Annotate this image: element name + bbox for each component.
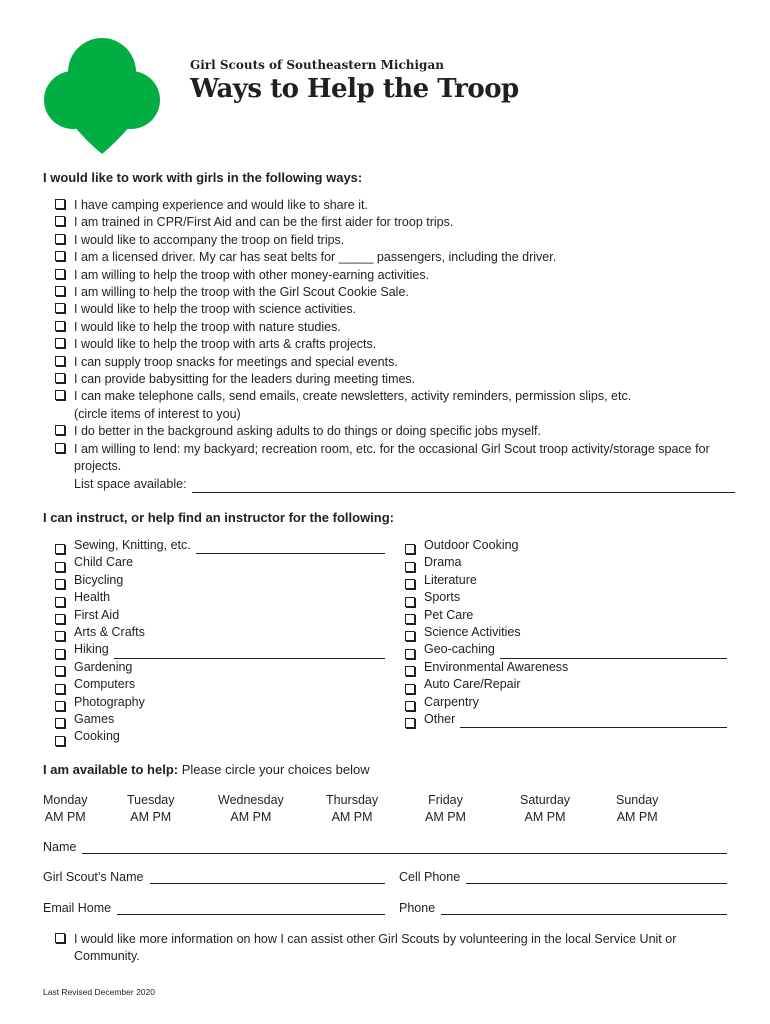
list-item: First Aid <box>55 607 385 624</box>
day-saturday: Saturday AM PM <box>520 793 571 824</box>
girl-scouts-trefoil-logo <box>40 36 164 154</box>
list-item: I would like to help the troop with arts & crafts projects. <box>55 336 735 353</box>
list-item: I can make telephone calls, send emails, create newsletters, activity reminders, permission slips, etc. (circle items of interest to you) <box>55 388 735 423</box>
checkbox[interactable] <box>55 736 65 746</box>
list-item: Science Activities <box>405 624 727 641</box>
checkbox[interactable] <box>55 597 65 607</box>
list-item: I am willing to help the troop with other money-earning activities. <box>55 267 735 284</box>
name-line[interactable] <box>82 841 727 854</box>
cell-phone-line[interactable] <box>466 871 727 884</box>
checkbox[interactable] <box>55 199 65 209</box>
checkbox[interactable] <box>55 579 65 589</box>
ampm-choice[interactable]: AM PM <box>616 810 658 824</box>
checkbox[interactable] <box>55 614 65 624</box>
fill-line[interactable] <box>114 646 385 659</box>
checkbox[interactable] <box>55 684 65 694</box>
list-space-field[interactable]: List space available: <box>74 476 735 493</box>
list-item: Auto Care/Repair <box>405 676 727 693</box>
list-item: I would like to help the troop with science activities. <box>55 301 735 318</box>
fill-line[interactable] <box>460 715 727 728</box>
checkbox[interactable] <box>55 701 65 711</box>
work-options-list <box>55 197 735 493</box>
checkbox[interactable] <box>55 425 65 435</box>
checkbox[interactable] <box>55 234 65 244</box>
more-info-option: I would like more information on how I can assist other Girl Scouts by volunteering in the local Service Unit or Community. <box>55 931 727 966</box>
fill-line[interactable] <box>196 541 385 554</box>
list-item: Photography <box>55 694 385 711</box>
name-field[interactable]: Name <box>43 840 727 854</box>
list-item: Gardening <box>55 659 385 676</box>
cell-phone-field[interactable]: Cell Phone <box>399 870 727 884</box>
list-item: Games <box>55 711 385 728</box>
list-item: Bicycling <box>55 572 385 589</box>
checkbox[interactable] <box>55 251 65 261</box>
list-item: I would like to help the troop with nature studies. <box>55 319 735 336</box>
instruct-column-2 <box>405 537 727 746</box>
checkbox[interactable] <box>55 303 65 313</box>
checkbox[interactable] <box>405 631 415 641</box>
ampm-choice[interactable]: AM PM <box>331 810 373 824</box>
checkbox[interactable] <box>55 718 65 728</box>
checkbox[interactable] <box>55 562 65 572</box>
instruct-column-1 <box>55 537 385 746</box>
day-wednesday: Wednesday AM PM <box>218 793 284 824</box>
checkbox[interactable] <box>405 718 415 728</box>
list-item: Arts & Crafts <box>55 624 385 641</box>
fill-line[interactable] <box>500 646 727 659</box>
checkbox[interactable] <box>405 701 415 711</box>
checkbox[interactable] <box>55 269 65 279</box>
list-item: I am willing to help the troop with the Girl Scout Cookie Sale. <box>55 284 735 301</box>
checkbox[interactable] <box>55 666 65 676</box>
checkbox[interactable] <box>405 684 415 694</box>
list-item: Drama <box>405 554 727 571</box>
page-title: Ways to Help the Troop <box>190 74 519 104</box>
work-section-heading: I would like to work with girls in the following ways: <box>43 170 363 185</box>
checkbox[interactable] <box>405 544 415 554</box>
list-item: Literature <box>405 572 727 589</box>
checkbox[interactable] <box>55 373 65 383</box>
day-monday: Monday AM PM <box>43 793 88 824</box>
instruct-options <box>55 537 727 746</box>
list-item: I would like to accompany the troop on field trips. <box>55 232 735 249</box>
organization-name: Girl Scouts of Southeastern Michigan <box>190 58 444 72</box>
list-item: Cooking <box>55 728 385 745</box>
email-home-line[interactable] <box>117 902 385 915</box>
list-item: I do better in the background asking adults to do things or doing specific jobs myself. <box>55 423 735 440</box>
checkbox[interactable] <box>55 544 65 554</box>
list-item: Sewing, Knitting, etc. <box>55 537 385 554</box>
list-item: Other <box>405 711 727 728</box>
checkbox[interactable] <box>405 614 415 624</box>
instruct-section-heading: I can instruct, or help find an instructor for the following: <box>43 510 394 525</box>
ampm-choice[interactable]: AM PM <box>524 810 566 824</box>
ampm-choice[interactable]: AM PM <box>130 810 172 824</box>
day-friday: Friday AM PM <box>425 793 466 824</box>
girl-scout-name-field[interactable]: Girl Scout’s Name <box>43 870 385 884</box>
list-item: Carpentry <box>405 694 727 711</box>
ampm-choice[interactable]: AM PM <box>44 810 86 824</box>
list-item: I am trained in CPR/First Aid and can be the first aider for troop trips. <box>55 214 735 231</box>
list-item: Computers <box>55 676 385 693</box>
girl-scout-name-line[interactable] <box>150 871 386 884</box>
ampm-choice[interactable]: AM PM <box>425 810 466 824</box>
day-tuesday: Tuesday AM PM <box>127 793 175 824</box>
availability-heading: I am available to help: Please circle your choices below <box>43 762 370 777</box>
list-item: Outdoor Cooking <box>405 537 727 554</box>
list-item: Pet Care <box>405 607 727 624</box>
list-space-line[interactable] <box>192 480 735 493</box>
checkbox[interactable] <box>405 666 415 676</box>
day-sunday: Sunday AM PM <box>616 793 659 824</box>
day-thursday: Thursday AM PM <box>326 793 379 824</box>
list-item: Sports <box>405 589 727 606</box>
checkbox[interactable] <box>55 286 65 296</box>
list-item: I can provide babysitting for the leaders during meeting times. <box>55 371 735 388</box>
checkbox[interactable] <box>55 390 65 400</box>
ampm-choice[interactable]: AM PM <box>230 810 272 824</box>
checkbox[interactable] <box>55 338 65 348</box>
list-item: I am willing to lend: my backyard; recreation room, etc. for the occasional Girl Scout troop activity/storage space for projects. List space available: <box>55 441 735 493</box>
checkbox[interactable] <box>55 356 65 366</box>
checkbox[interactable] <box>55 321 65 331</box>
phone-field[interactable]: Phone <box>399 901 727 915</box>
checkbox[interactable] <box>55 443 65 453</box>
list-item: Geo-caching <box>405 641 727 658</box>
circle-note: (circle items of interest to you) <box>74 406 241 421</box>
checkbox[interactable] <box>405 649 415 659</box>
list-item: Health <box>55 589 385 606</box>
checkbox[interactable] <box>55 216 65 226</box>
checkbox[interactable] <box>405 597 415 607</box>
checkbox[interactable] <box>405 579 415 589</box>
list-item: Hiking <box>55 641 385 658</box>
checkbox[interactable] <box>55 649 65 659</box>
email-home-field[interactable]: Email Home <box>43 901 385 915</box>
checkbox[interactable] <box>55 631 65 641</box>
list-item: Environmental Awareness <box>405 659 727 676</box>
list-item: I have camping experience and would like to share it. <box>55 197 735 214</box>
list-item: I am a licensed driver. My car has seat belts for _____ passengers, including the driver. <box>55 249 735 266</box>
list-item: I can supply troop snacks for meetings and special events. <box>55 354 735 371</box>
list-item: Child Care <box>55 554 385 571</box>
checkbox[interactable] <box>405 562 415 572</box>
footer-revision: Last Revised December 2020 <box>43 987 155 997</box>
checkbox[interactable] <box>55 933 65 943</box>
phone-line[interactable] <box>441 902 727 915</box>
